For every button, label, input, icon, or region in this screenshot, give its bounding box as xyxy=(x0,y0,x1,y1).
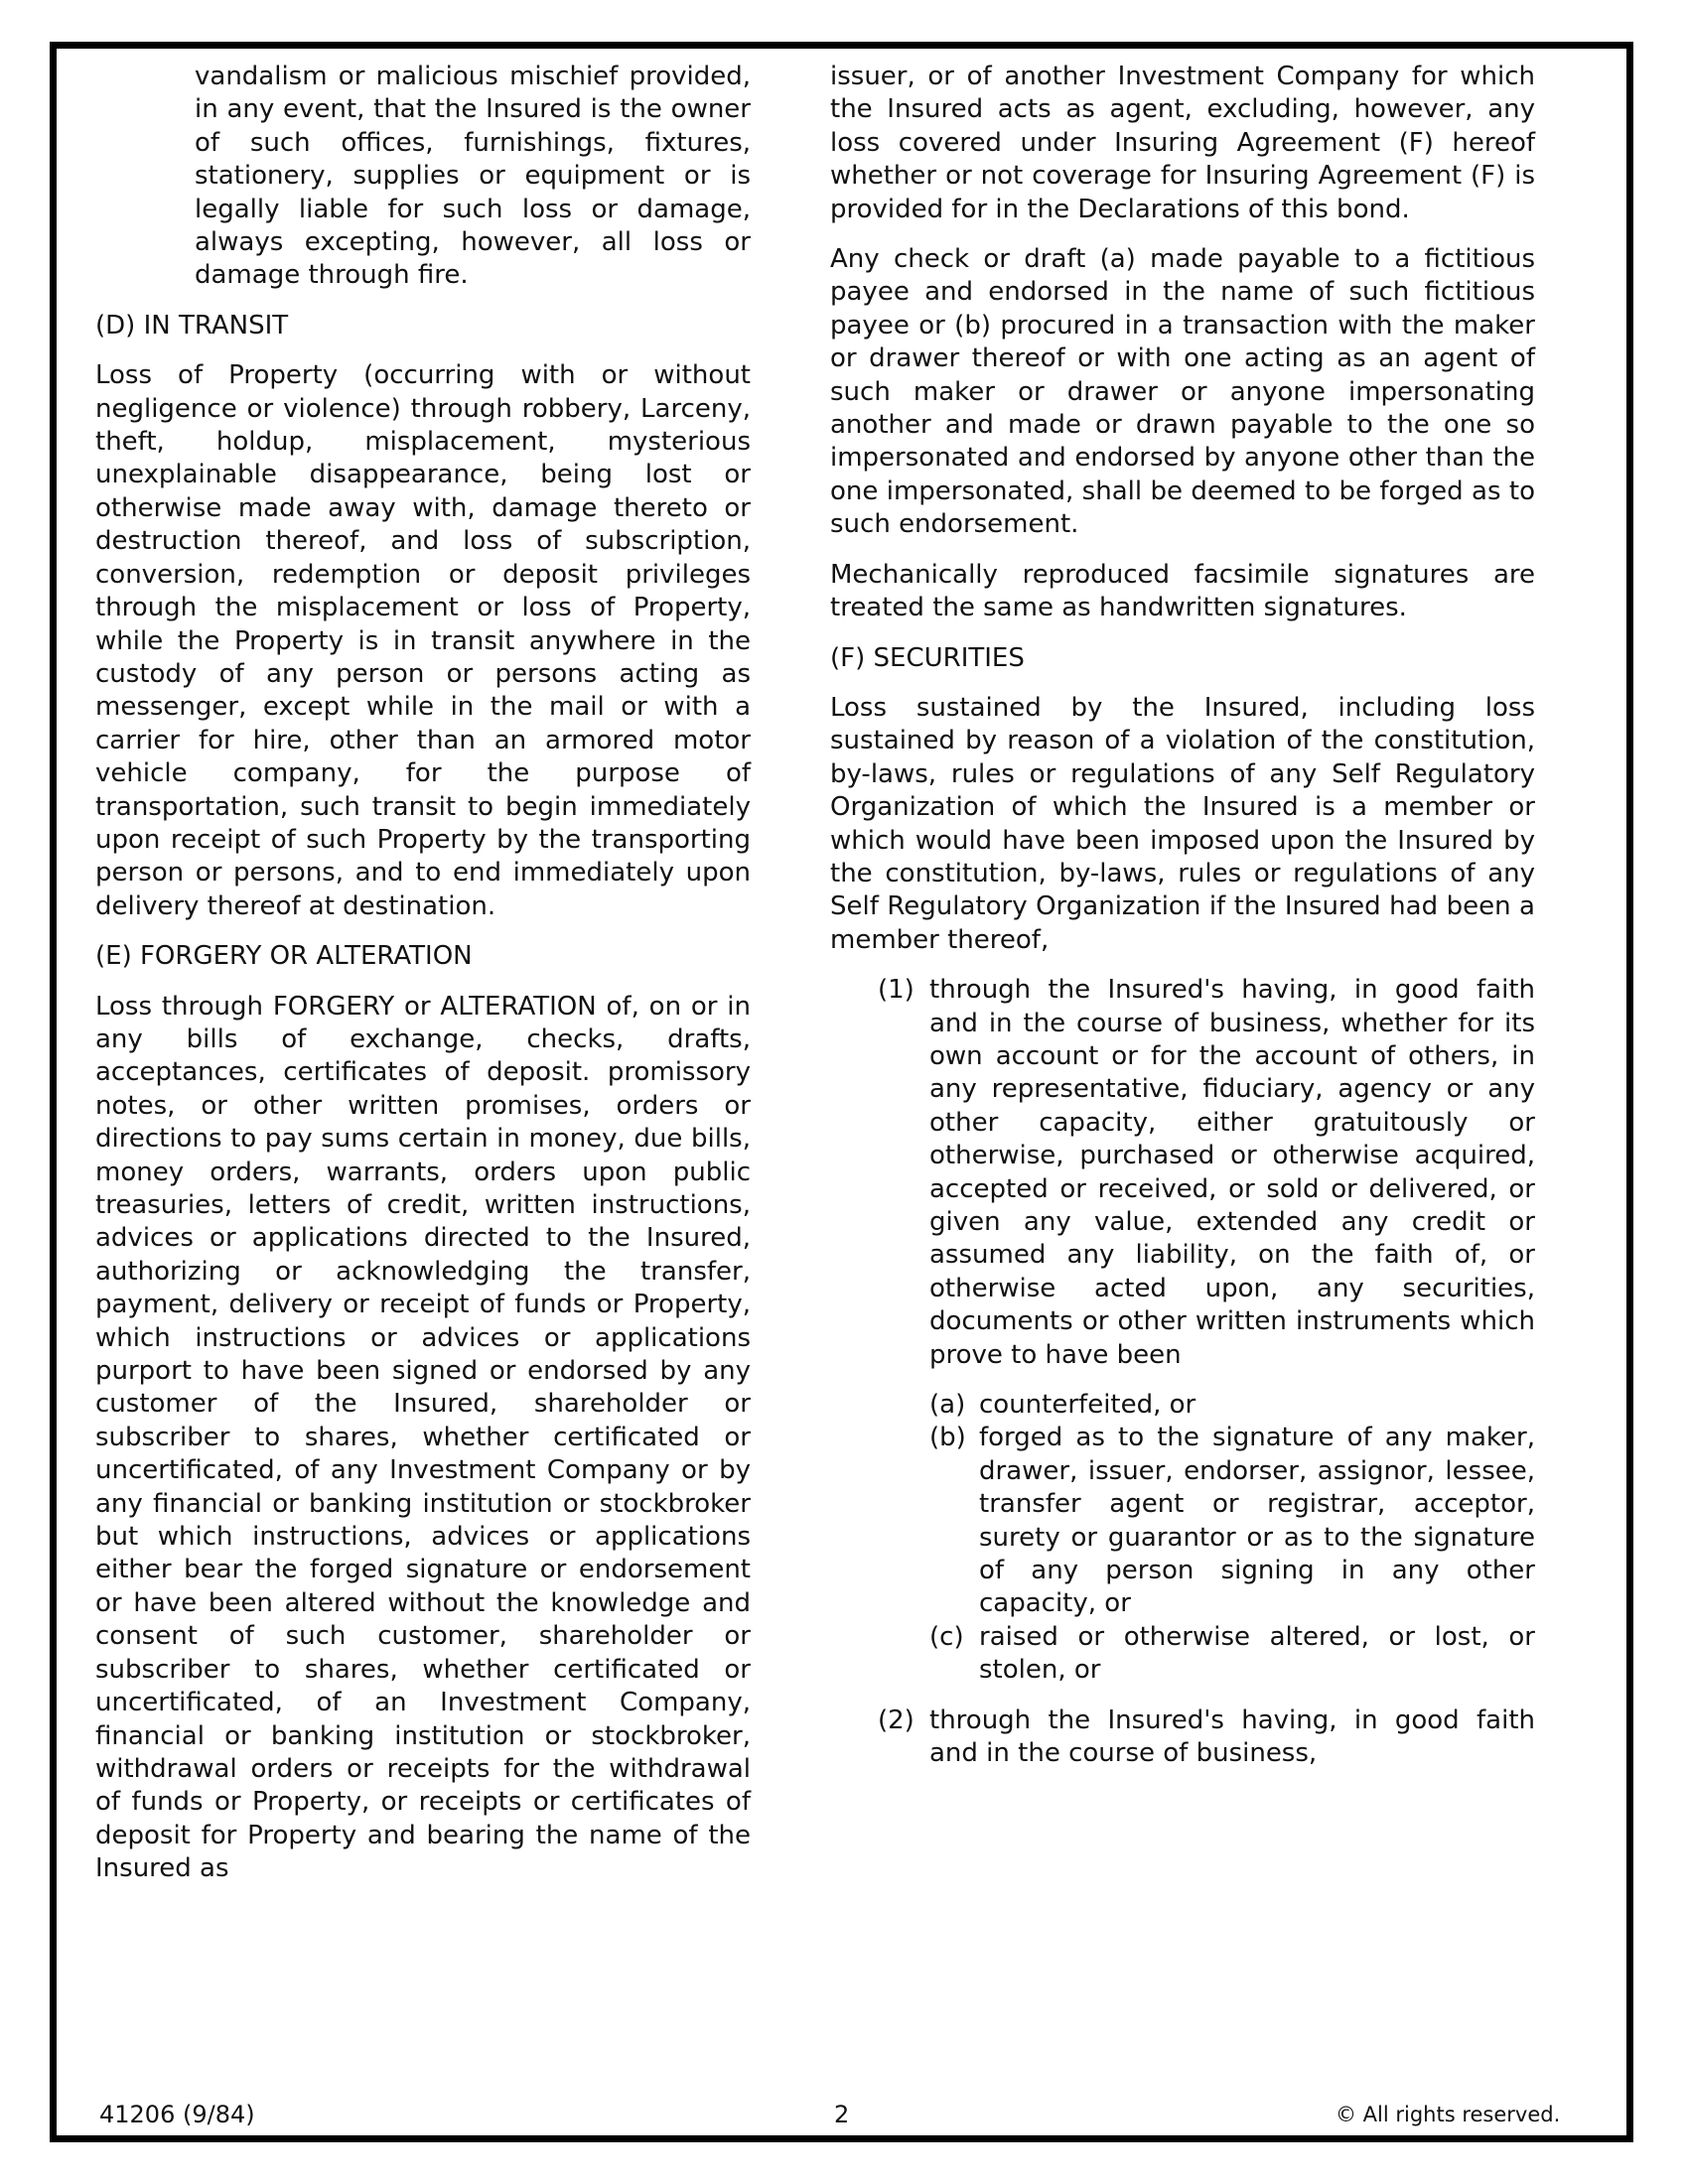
continuation-paragraph: vandalism or malicious mischief provided, in any event, that the Insured is the owner of such offices, furnishings, fixtures, stationery, supplies or equipment or is legally liable for such loss or damage, always excepting, however, all loss or damage through fire. xyxy=(195,62,751,291)
section-heading-securities: (F) SECURITIES xyxy=(830,642,1025,673)
numbered-item-2 xyxy=(878,1705,1535,1771)
sub-item-text: raised or otherwise altered, or lost, or stolen, or xyxy=(979,1621,1535,1686)
section-text-forgery: Loss through FORGERY or ALTERATION of, on or in any bills of exchange, checks, drafts, acceptances, certificates of deposit. promissory notes, or other written promises, orders or directions to pay sums certain in money, due bills, money orders, warrants, orders upon public treasuries, letters of credit, written instructions, advices or applications directed to the Insured, authorizing or acknowledging the transfer, payment, delivery or receipt of funds or Property, which instructions or advices or applications purport to have been signed or endorsed by any customer of the Insured, shareholder or subscriber to shares, whether certificated or uncertificated, of any Investment Company or by any financial or banking institution or stockbroker but which instructions, advices or applications either bear the forged signature or endorsement or have been altered without the knowledge and consent of such customer, shareholder or subscriber to shares, whether certificated or uncertificated, of an Investment Company, financial or banking institution or stockbroker, withdrawal orders or receipts for the withdrawal of funds or Property, or receipts or certificates of deposit for Property and bearing the name of the Insured as xyxy=(95,991,751,1884)
numbered-item-1 xyxy=(878,974,1535,1372)
section-text-securities: Loss sustained by the Insured, including loss sustained by reason of a violation of the constitution, by-laws, rules or regulations of any Self Regulatory Organization of which the Insured is a member or which would have been imposed upon the Insured by the constitution, by-laws, rules or regulations of any Self Regulatory Organization if the Insured had been a member thereof, xyxy=(830,692,1535,955)
right-column xyxy=(830,61,1535,1788)
paragraph-facsimile: Mechanically reproduced facsimile signatures are treated the same as handwritten signatures. xyxy=(830,559,1535,623)
form-number: 41206 (9/84) xyxy=(99,2101,255,2128)
copyright-notice: © All rights reserved. xyxy=(1336,2103,1561,2126)
sub-item-a xyxy=(929,1389,1535,1422)
item-label: (1) xyxy=(878,975,914,1006)
section-text-in-transit: Loss of Property (occurring with or without negligence or violence) through robbery, Larceny, theft, holdup, misplacement, mysterious unexplainable disappearance, being lost or otherwise made away with, damage thereto or destruction thereof, and loss of subscription, conversion, redemption or deposit privileges through the misplacement or loss of Property, while the Property is in transit anywhere in the custody of any person or persons acting as messenger, except while in the mail or with a carrier for hire, other than an armored motor vehicle company, for the purpose of transportation, such transit to begin immediately upon receipt of such Property by the transporting person or persons, and to end immediately upon delivery thereof at destination. xyxy=(95,360,751,921)
sub-item-text: counterfeited, or xyxy=(979,1390,1196,1421)
item-label: (2) xyxy=(878,1705,914,1735)
sub-item-label: (b) xyxy=(929,1423,966,1453)
left-column xyxy=(95,61,751,1903)
sub-item-c xyxy=(929,1621,1535,1688)
paragraph-check-or-draft: Any check or draft (a) made payable to a fictitious payee and endorsed in the name of such fictitious payee or (b) procured in a transaction with the maker or drawer thereof or with one acting as an agent of such maker or drawer or anyone impersonating another and made or drawn payable to the one so impersonated and endorsed by anyone other than the one impersonated, shall be deemed to be forged as to such endorsement. xyxy=(830,244,1535,540)
sub-item-label: (c) xyxy=(929,1621,964,1652)
item-text: through the Insured's having, in good faith and in the course of business, xyxy=(929,1705,1535,1769)
section-heading-forgery: (E) FORGERY OR ALTERATION xyxy=(95,941,473,972)
sub-item-text: forged as to the signature of any maker, drawer, issuer, endorser, assignor, lessee, transfer agent or registrar, acceptor, surety or guarantor or as to the signature of any person signing in any other capacity, or xyxy=(979,1423,1535,1619)
continuation-paragraph-right: issuer, or of another Investment Company for which the Insured acts as agent, excluding, however, any loss covered under Insuring Agreement (F) hereof whether or not coverage for Insuring Agreement (F) is provided for in the Declarations of this bond. xyxy=(830,62,1535,224)
page-number: 2 xyxy=(834,2101,850,2128)
sub-item-label: (a) xyxy=(929,1390,966,1421)
section-heading-in-transit: (D) IN TRANSIT xyxy=(95,310,289,341)
item-text: through the Insured's having, in good faith and in the course of business, whether for its own account or for the account of others, in any representative, fiduciary, agency or any other capacity, either gratuitously or otherwise, purchased or otherwise acquired, accepted or received, or sold or delivered, or given any value, extended any credit or assumed any liability, on the faith of, or otherwise acted upon, any securities, documents or other written instruments which prove to have been xyxy=(929,975,1535,1370)
sub-item-b xyxy=(929,1422,1535,1620)
